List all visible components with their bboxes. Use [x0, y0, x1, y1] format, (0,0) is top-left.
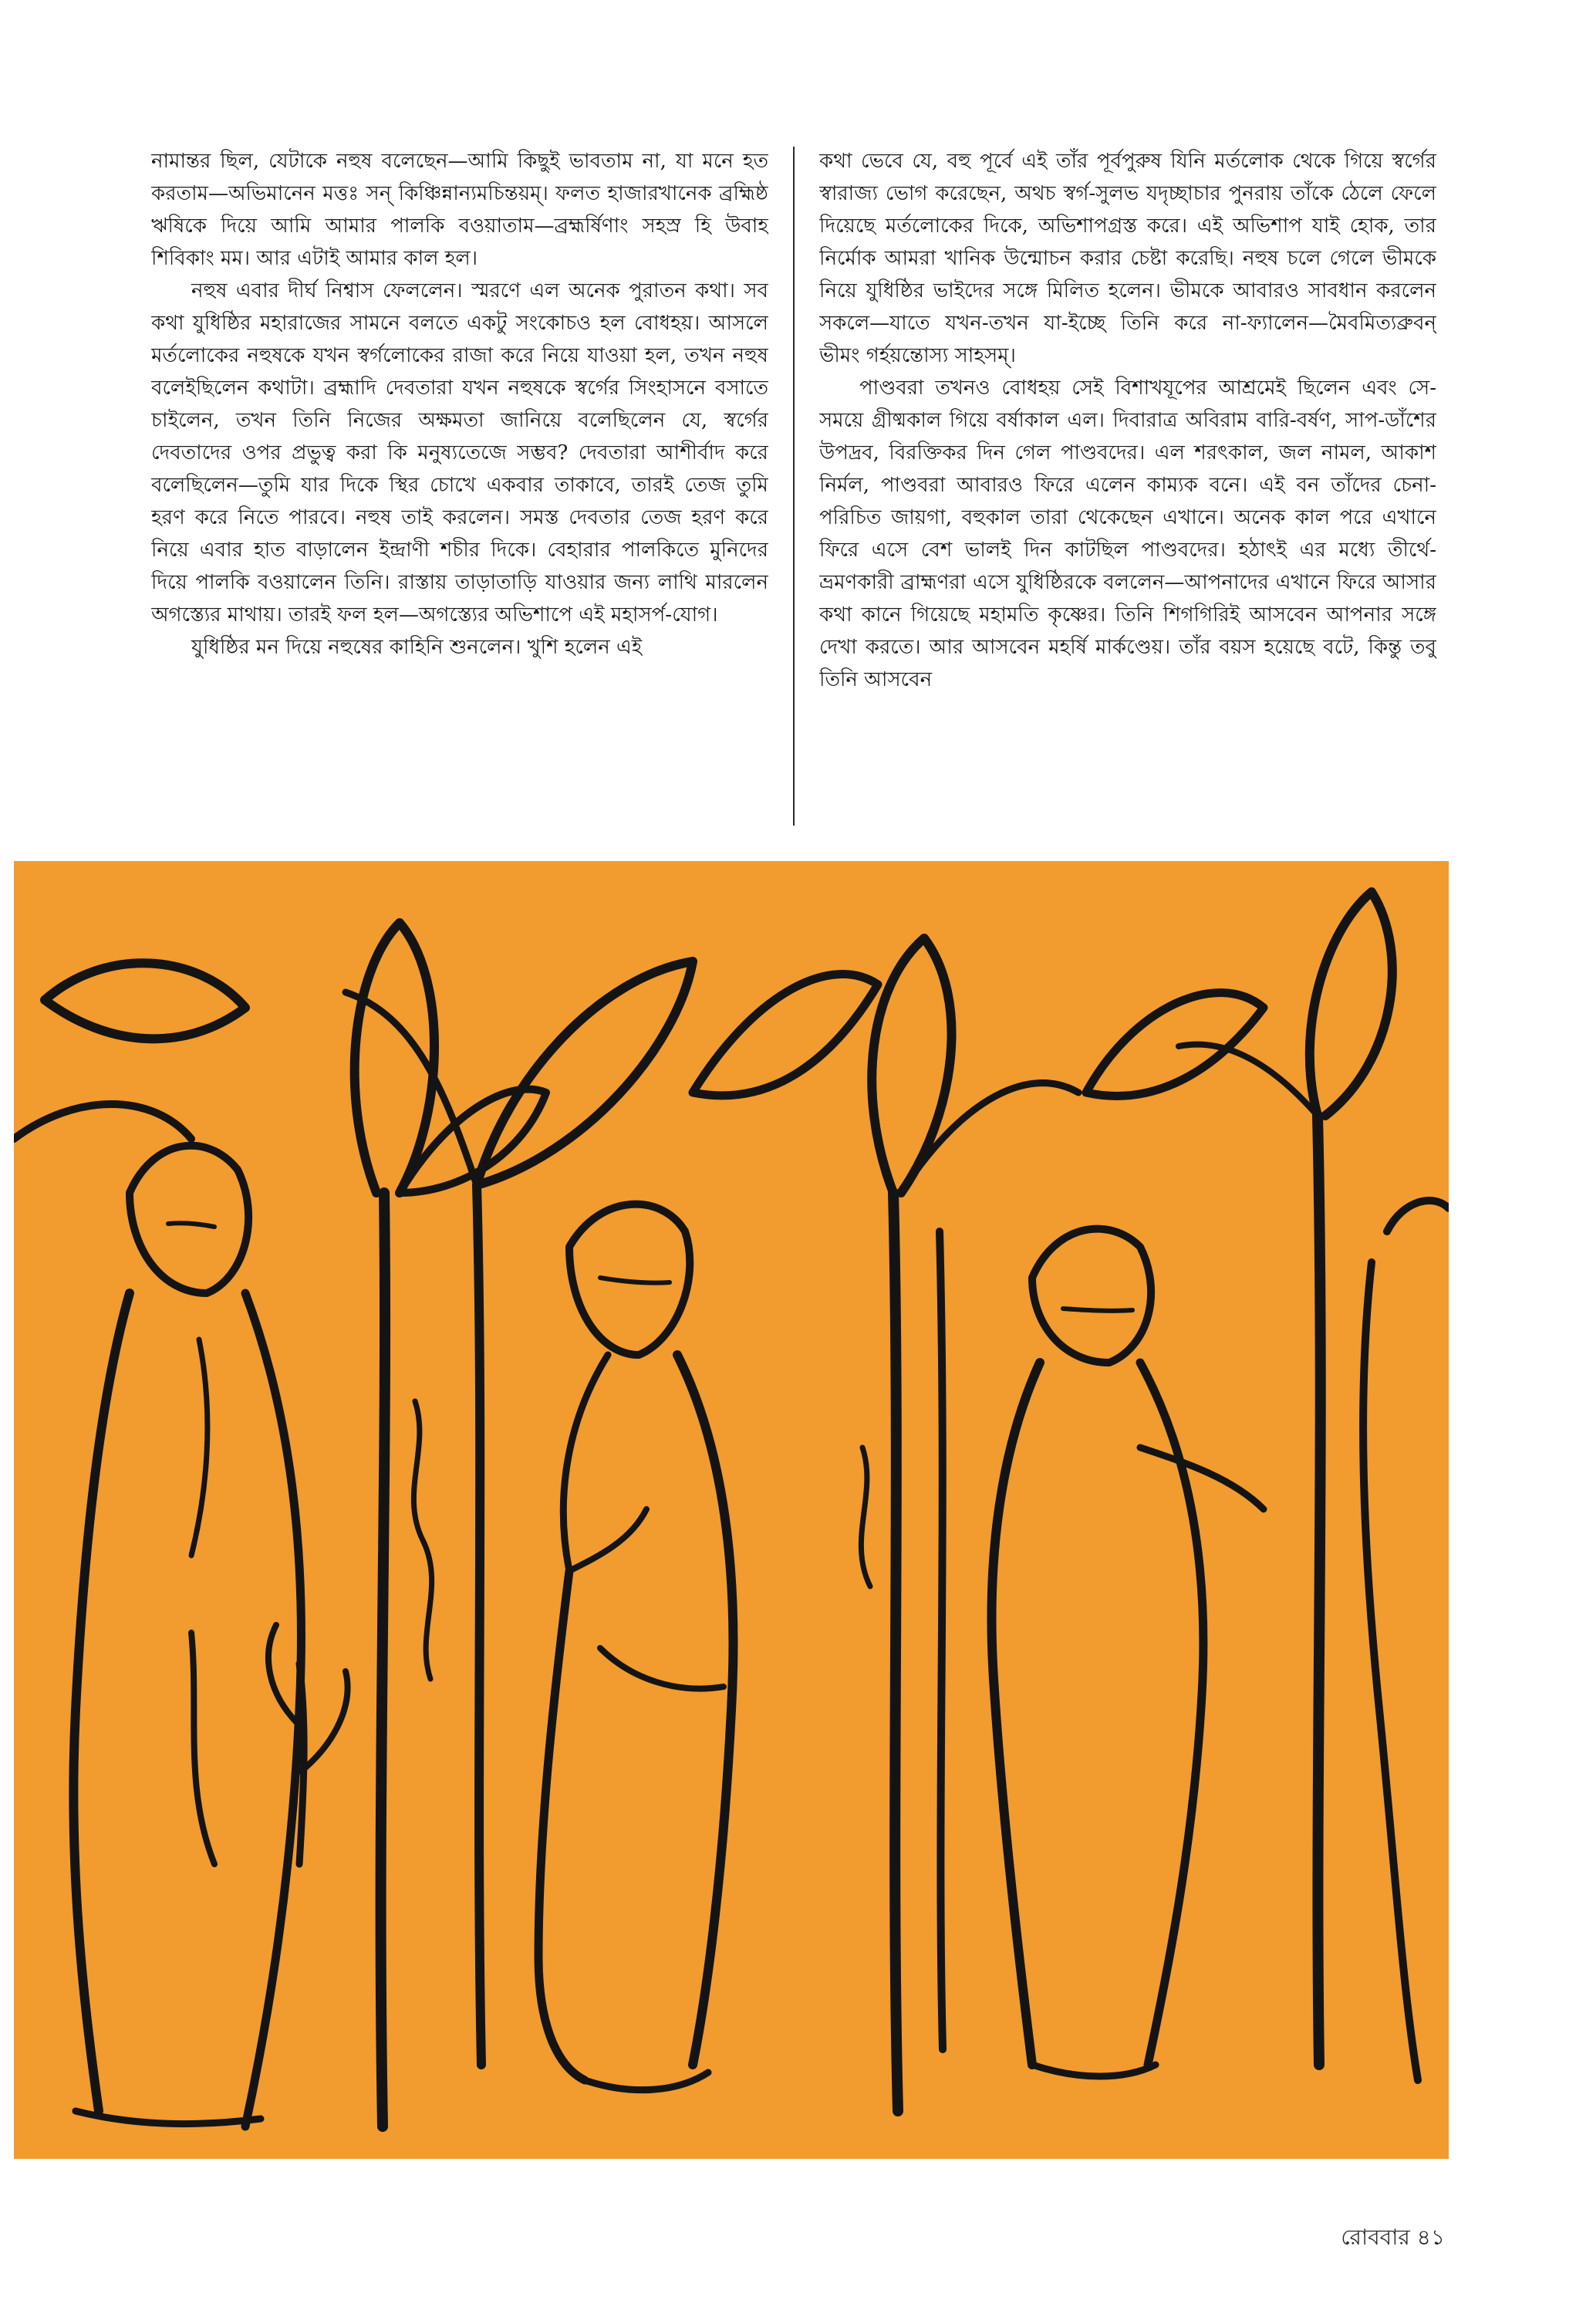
paragraph: কথা ভেবে যে, বহু পূর্বে এই তাঁর পূর্বপুরুষ যিনি মর্তলোক থেকে গিয়ে স্বর্গের স্বারাজ্য ভোগ করেছেন, অথচ স্বর্গ-সুলভ যদৃচ্ছাচার পুনরায় তাঁকে ঠেলে ফেলে দিয়েছে মর্তলোকের দিকে, অভিশাপগ্রস্ত করে। এই অভিশাপ যাই হোক, তার নির্মোক আমরা খানিক উন্মোচন করার চেষ্টা করেছি। নহুষ চলে গেলে ভীমকে নিয়ে যুধিষ্ঠির ভাইদের সঙ্গে মিলিত হলেন। ভীমকে আবারও সাবধান করলেন সকলে—যাতে যখন-তখন যা-ইচ্ছে তিনি করে না-ফ্যালেন—মৈবমিত্যব্রুবন্ ভীমং গর্হয়ন্তোস্য সাহসম্। [819, 150, 1436, 367]
text-column-left [151, 145, 768, 839]
paragraph: যুধিষ্ঠির মন দিয়ে নহুষের কাহিনি শুনলেন। খুশি হলেন এই [191, 636, 643, 659]
paragraph: নামান্তর ছিল, যেটাকে নহুষ বলেছেন—আমি কিছুই ভাবতাম না, যা মনে হত করতাম—অভিমানেন মত্তঃ সন্ কিঞ্চিন্নান্যমচিন্তয়ম্। ফলত হাজারখানেক ব্রহ্মিষ্ঠ ঋষিকে দিয়ে আমি আমার পালকি বওয়াতাম—ব্রহ্মর্ষিণাং সহস্র হি উবাহ শিবিকাং মম। আর এটাই আমার কাল হল। [151, 150, 768, 270]
page-folio: রোববার ৪১ [1341, 2224, 1445, 2250]
illustration-panel [14, 861, 1449, 2159]
article-body [151, 145, 1435, 839]
paragraph: নহুষ এবার দীর্ঘ নিশ্বাস ফেললেন। স্মরণে এল অনেক পুরাতন কথা। সব কথা যুধিষ্ঠির মহারাজের সামনে বলতে একটু সংকোচও হল বোধহয়। আসলে মর্তলোকের নহুষকে যখন স্বর্গলোকের রাজা করে নিয়ে যাওয়া হল, তখন নহুষ বলেইছিলেন কথাটা। ব্রহ্মাদি দেবতারা যখন নহুষকে স্বর্গের সিংহাসনে বসাতে চাইলেন, তখন তিনি নিজের অক্ষমতা জানিয়ে বলেছিলেন যে, স্বর্গের দেবতাদের ওপর প্রভুত্ব করা কি মনুষ্যতেজে সম্ভব? দেবতারা আশীর্বাদ করে বলেছিলেন—তুমি যার দিকে স্থির চোখে একবার তাকাবে, তারই তেজ তুমি হরণ করে নিতে পারবে। নহুষ তাই করলেন। সমস্ত দেবতার তেজ হরণ করে নিয়ে এবার হাত বাড়ালেন ইন্দ্রাণী শচীর দিকে। বেহারার পালকিতে মুনিদের দিয়ে পালকি বওয়ালেন তিনি। রাস্তায় তাড়াতাড়ি যাওয়ার জন্য লাথি মারলেন অগস্ত্যের মাথায়। তারই ফল হল—অগস্ত্যের অভিশাপে এই মহাসর্প-যোগ। [151, 279, 768, 627]
brush-ink-illustration [14, 861, 1449, 2159]
column-divider [793, 147, 795, 826]
paragraph: পাণ্ডবরা তখনও বোধহয় সেই বিশাখযূপের আশ্রমেই ছিলেন এবং সে-সময়ে গ্রীষ্মকাল গিয়ে বর্ষাকাল এল। দিবারাত্র অবিরাম বারি-বর্ষণ, সাপ-ডাঁশের উপদ্রব, বিরক্তিকর দিন গেল পাণ্ডবদের। এল শরৎকাল, জল নামল, আকাশ নির্মল, পাণ্ডবরা আবারও ফিরে এলেন কাম্যক বনে। এই বন তাঁদের চেনা-পরিচিত জায়গা, বহুকাল তারা থেকেছেন এখানে। অনেক কাল পরে এখানে ফিরে এসে বেশ ভালই দিন কাটছিল পাণ্ডবদের। হঠাৎই এর মধ্যে তীর্থে-ভ্রমণকারী ব্রাহ্মণরা এসে যুধিষ্ঠিরকে বললেন—আপনাদের এখানে ফিরে আসার কথা কানে গিয়েছে মহামতি কৃষ্ণের। তিনি শিগগিরিই আসবেন আপনার সঙ্গে দেখা করতে। আর আসবেন মহর্ষি মার্কণ্ডেয়। তাঁর বয়স হয়েছে বটে, কিন্তু তবু তিনি আসবেন [819, 377, 1436, 691]
text-column-right [819, 145, 1436, 839]
